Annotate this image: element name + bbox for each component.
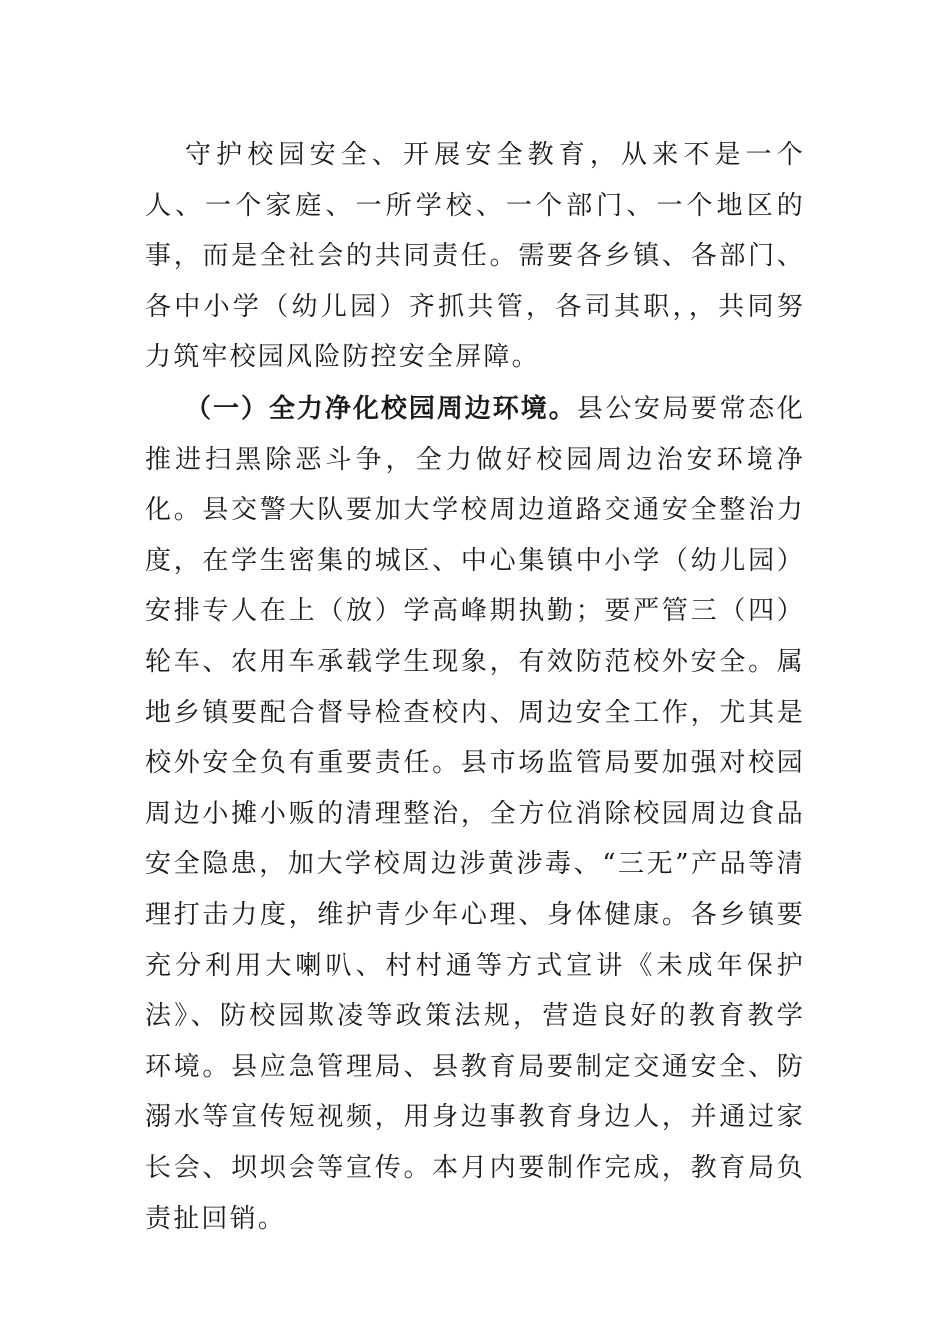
section-1-paragraph <box>145 384 805 1244</box>
section-1-body: 县公安局要常态化推进扫黑除恶斗争，全力做好校园周边治安环境净化。县交警大队要加大学校周边道路交通安全整治力度，在学生密集的城区、中心集镇中小学（幼儿园）安排专人在上（放）学高峰期执勤；要严管三（四）轮车、农用车承载学生现象，有效防范校外安全。属地乡镇要配合督导检查校内、周边安全工作，尤其是校外安全负有重要责任。县市场监管局要加强对校园周边小摊小贩的清理整治，全方位消除校园周边食品安全隐患，加大学校周边涉黄涉毒、“三无”产品等清理打击力度，维护青少年心理、身体健康。各乡镇要充分利用大喇叭、村村通等方式宣讲《未成年保护法》、防校园欺凌等政策法规，营造良好的教育教学环境。县应急管理局、县教育局要制定交通安全、防溺水等宣传短视频，用身边事教育身边人，并通过家长会、坝坝会等宣传。本月内要制作完成，教育局负责扯回销。 <box>145 394 805 1234</box>
intro-paragraph: 守护校园安全、开展安全教育，从来不是一个人、一个家庭、一所学校、一个部门、一个地区的事，而是全社会的共同责任。需要各乡镇、各部门、各中小学（幼儿园）齐抓共管，各司其职，，共同努力筑牢校园风险防控安全屏障。 <box>145 140 805 373</box>
section-1-heading: （一）全力净化校园周边环境。 <box>185 394 577 424</box>
